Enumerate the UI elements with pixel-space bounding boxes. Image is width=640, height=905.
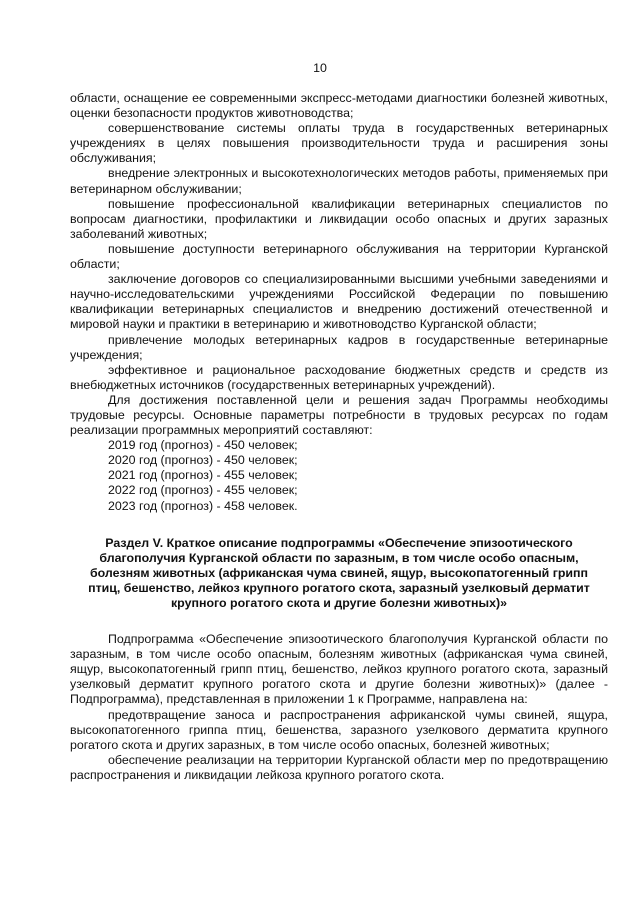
- paragraph: совершенствование системы оплаты труда в государственных ветеринарных учреждениях в целях повышения производительности труда и расширения зоны обслуживания;: [70, 121, 608, 166]
- paragraph: области, оснащение ее современными экспресс-методами диагностики болезней животных, оценки безопасности продуктов животноводства;: [70, 91, 608, 121]
- heading-line: благополучия Курганской области по заразным, в том числе особо опасным,: [99, 550, 579, 565]
- paragraph: заключение договоров со специализированными высшими учебными заведениями и научно-исследовательскими учреждениями Российской Федерации по повышению квалификации ветеринарных специалистов и внедрению достижений отечественной и мировой науки и практики в ветеринарию и животноводство Курганской области;: [70, 272, 608, 332]
- section-heading: [76, 536, 602, 611]
- paragraph: Для достижения поставленной цели и решения задач Программы необходимы трудовые ресурсы. Основные параметры потребности в трудовых ресурсах по годам реализации программных мероприятий составляют:: [70, 392, 608, 438]
- list-item: 2020 год (прогноз) - 450 человек;: [108, 453, 298, 468]
- list-item: 2023 год (прогноз) - 458 человек.: [108, 498, 298, 513]
- page-number: 10: [313, 61, 327, 75]
- paragraph: предотвращение заноса и распространения африканской чумы свиней, ящура, высокопатогенного гриппа птиц, бешенства, заразного узелкового дерматита крупного рогатого скота и других заразных, в том числе особо опасных, болезней животных;: [70, 707, 608, 752]
- heading-line: Раздел V. Краткое описание подпрограммы «Обеспечение эпизоотического: [105, 535, 573, 550]
- heading-line: птиц, бешенство, лейкоз крупного рогатого скота, заразный узелковый дерматит: [88, 580, 590, 595]
- paragraph: повышение профессиональной квалификации ветеринарных специалистов по вопросам диагностики, профилактики и ликвидации особо опасных и других заразных заболеваний животных;: [70, 196, 608, 241]
- paragraph: привлечение молодых ветеринарных кадров в государственные ветеринарные учреждения;: [70, 332, 608, 362]
- paragraph: эффективное и рациональное расходование бюджетных средств и средств из внебюджетных источников (государственных ветеринарных учреждений).: [70, 362, 608, 392]
- document-body: [70, 91, 608, 783]
- list-item: 2022 год (прогноз) - 455 человек;: [108, 483, 298, 498]
- paragraph: внедрение электронных и высокотехнологических методов работы, применяемых при ветеринарном обслуживании;: [70, 166, 608, 196]
- labor-forecast-list: [70, 438, 608, 513]
- paragraph: Подпрограмма «Обеспечение эпизоотического благополучия Курганской области по заразным, в том числе особо опасным, болезням животных (африканская чума свиней, ящур, высокопатогенный грипп птиц, бешенство, лейкоз крупного рогатого скота, заразный узелковый дерматит крупного рогатого скота и другие болезни животных)» (далее - Подпрограмма), представленная в приложении 1 к Программе, направлена на:: [70, 632, 608, 707]
- list-item: 2021 год (прогноз) - 455 человек;: [108, 468, 298, 483]
- heading-line: крупного рогатого скота и другие болезни животных)»: [170, 596, 507, 610]
- list-item: 2019 год (прогноз) - 450 человек;: [108, 438, 298, 453]
- paragraph: повышение доступности ветеринарного обслуживания на территории Курганской области;: [70, 241, 608, 272]
- paragraph: обеспечение реализации на территории Курганской области мер по предотвращению распространения и ликвидации лейкоза крупного рогатого скота.: [70, 752, 608, 782]
- heading-line: болезням животных (африканская чума свиней, ящур, высокопатогенный грипп: [89, 565, 589, 580]
